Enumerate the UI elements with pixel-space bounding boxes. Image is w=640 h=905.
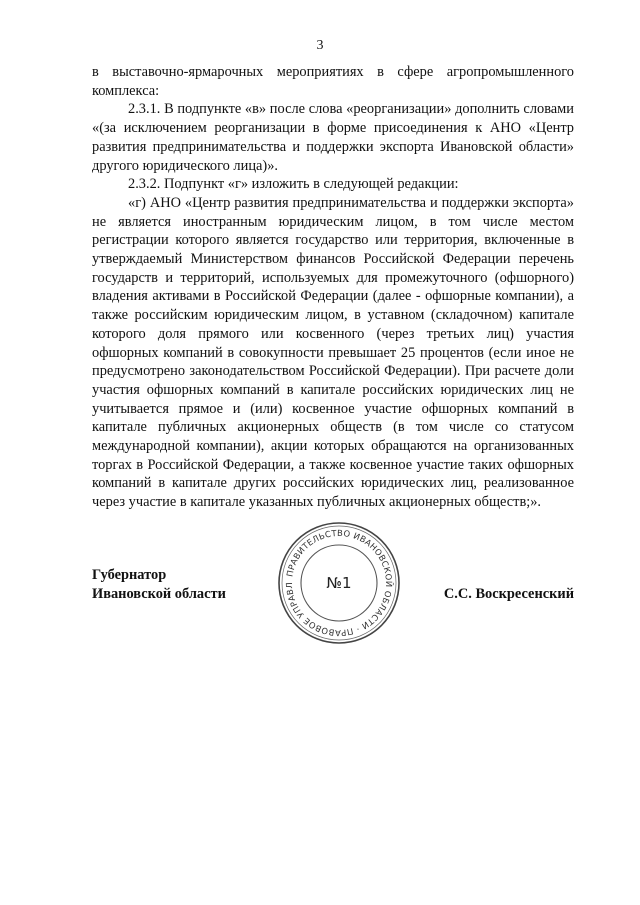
page-number: 3 [316,38,324,53]
paragraph-2-3-2: 2.3.2. Подпункт «г» изложить в следующей редакции: [128,176,459,193]
paragraph-subpoint-g: «г) АНО «Центр развития предпринимательства и поддержки экспорта» не является иностранным юридическим лицом, в том числе местом регистрации которого является государство или территория, включенные в утверждаемый Министерством финансов Российской Федерации перечень государств и территорий, используемых для промежуточного (офшорного) владения активами в Российской Федерации (далее - офшорные компании), а также российским юридическим лицом, в уставном (складочном) капитале которого доля прямого или косвенного (через третьих лиц) участия офшорных компаний в совокупности превышает 25 процентов (если иное не предусмотрено законодательством Российской Федерации). При расчете доли участия офшорных компаний в капитале российских юридических лиц не учитывается прямое и (или) косвенное участие офшорных компаний в капитале публичных акционерных обществ (в том числе со статусом международной компании), акции которых обращаются на организованных торгах в Российской Федерации, а также косвенное участие таких офшорных компаний в капитале других российских юридических лиц, реализованное через участие в капитале указанных публичных акционерных обществ;». [92,194,574,511]
paragraph-2-3-1: 2.3.1. В подпункте «в» после слова «реорганизации» дополнить словами «(за исключением реорганизации в форме присоединения к АНО «Центр развития предпринимательства и поддержки экспорта Ивановской области» другого юридического лица)». [92,101,574,174]
document-body [92,63,574,512]
signatory-position [92,566,226,603]
signatory-position-line2: Ивановской области [92,585,226,602]
paragraph-continuation: в выставочно-ярмарочных мероприятиях в сфере агропромышленного комплекса: [92,64,574,99]
stamp-number: №1 [326,574,352,592]
stamp-seal-icon [275,519,403,647]
signatory-name: С.С. Воскресенский [443,586,574,602]
official-stamp [275,519,403,647]
signatory-position-line1: Губернатор [92,567,167,583]
stamp-circle-text: ПРАВИТЕЛЬСТВО ИВАНОВСКОЙ ОБЛАСТИ · ПРАВОВОЕ УПРАВЛ [283,527,395,639]
